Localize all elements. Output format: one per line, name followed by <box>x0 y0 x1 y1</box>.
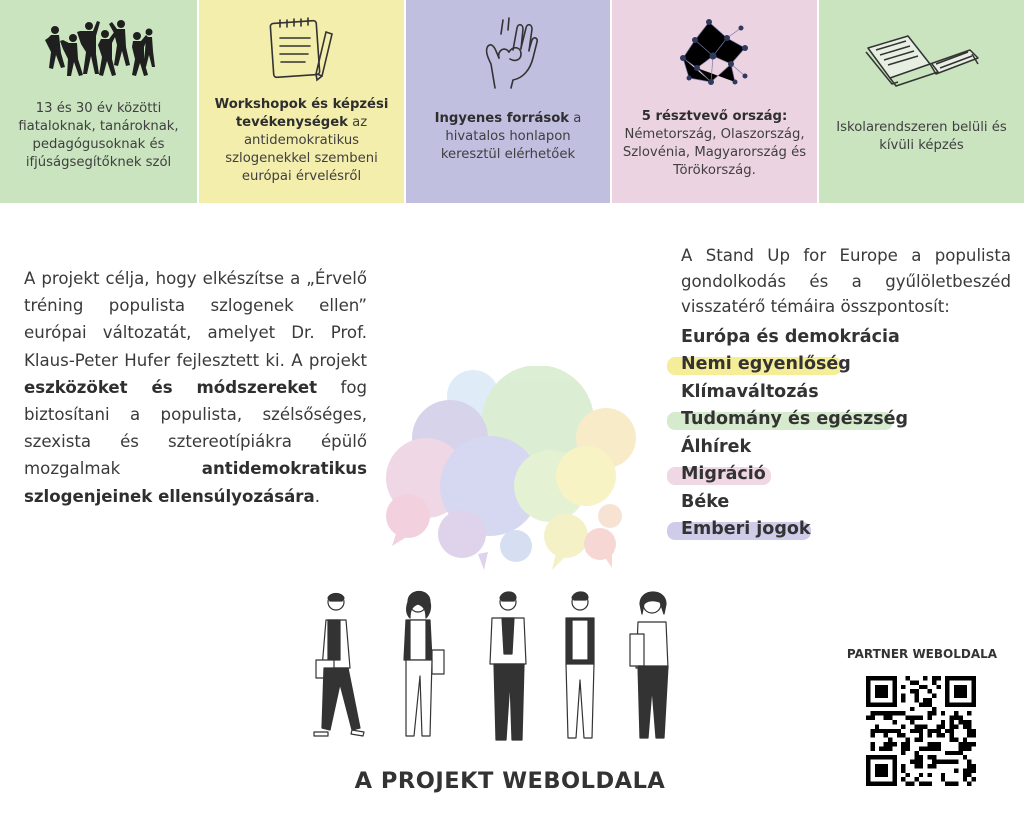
panel-workshops-rest: az antidemokratikus szlogenekkel szembeni európai érvelésről <box>225 115 378 184</box>
topic-label: Álhírek <box>681 436 752 457</box>
qr-code-icon[interactable] <box>866 676 976 786</box>
panel-audience <box>0 0 197 203</box>
topic-label: Emberi jogok <box>681 519 811 539</box>
panel-workshops-bold: Workshopok és képzési tevékenységek <box>214 97 389 130</box>
topic-item <box>681 406 1011 434</box>
goal-text-2: fog biztosítani a populista, szélsőséges, szexista és sztereotípiákra épülő mozgalmak <box>24 377 367 479</box>
person-4 <box>566 592 594 738</box>
goal-text-3: . <box>314 486 320 506</box>
topics-section <box>681 243 1011 544</box>
network-icon <box>675 16 755 92</box>
topic-item <box>681 461 1011 489</box>
panel-countries-bold: 5 résztvevő ország: <box>641 109 788 124</box>
person-2 <box>404 592 444 737</box>
panel-countries <box>610 0 817 203</box>
panel-resources <box>404 0 610 203</box>
partner-website-label: PARTNER WEBOLDALA <box>846 647 998 661</box>
panel-workshops <box>197 0 404 203</box>
topic-label: Európa és demokrácia <box>681 326 900 347</box>
topic-item <box>681 324 1011 352</box>
project-website-label: A PROJEKT WEBOLDALA <box>354 768 666 794</box>
panel-workshops-text <box>207 96 396 186</box>
ok-hand-icon <box>473 12 543 92</box>
goal-bold-slogans: antidemokratikus szlogenjeinek ellensúlyozására <box>24 459 367 506</box>
jumping-crowd-icon <box>43 16 155 88</box>
topic-item <box>681 434 1011 462</box>
topic-label: Béke <box>681 491 730 512</box>
goal-bold-tools: eszközöket és módszereket <box>24 377 318 397</box>
top-info-strip <box>0 0 1024 203</box>
topics-intro: A Stand Up for Europe a populista gondolkodás és a gyűlöletbeszéd visszatérő témáira összpontosít: <box>681 246 1011 316</box>
topic-item <box>681 489 1011 517</box>
walking-people-illustration <box>296 590 696 755</box>
project-goal-paragraph <box>24 265 367 510</box>
topic-item <box>681 379 1011 407</box>
topics-list <box>681 324 1011 544</box>
goal-text-1: A projekt célja, hogy elkészítse a „Érvelő tréning populista szlogenek ellen” európai változatát, amelyet Dr. Prof. Klaus-Peter Hufer fejlesztett ki. A projekt <box>24 269 367 370</box>
panel-resources-text <box>414 110 602 164</box>
person-3 <box>490 592 526 740</box>
topic-label: Nemi egyenlőség <box>681 354 851 374</box>
person-5 <box>630 592 668 738</box>
topic-label: Tudomány és egészség <box>681 409 909 429</box>
notepad-pencil-icon <box>262 14 342 84</box>
topic-label: Klímaváltozás <box>681 381 819 402</box>
topic-label: Migráció <box>681 464 766 484</box>
topic-item <box>681 516 1011 544</box>
panel-education-text: Iskolarendszeren belüli és kívüli képzés <box>836 120 1007 153</box>
speech-bubbles-illustration <box>378 366 648 576</box>
panel-education <box>817 0 1024 203</box>
topic-item <box>681 351 1011 379</box>
panel-resources-rest: a hivatalos honlapon keresztül elérhetőek <box>440 111 582 162</box>
panel-countries-rest: Németország, Olaszország, Szlovénia, Magyarország és Törökország. <box>622 127 807 178</box>
panel-countries-text <box>620 108 809 180</box>
open-book-icon <box>860 26 984 98</box>
panel-audience-text: 13 és 30 év közötti fiataloknak, tanároknak, pedagógusoknak és ifjúságsegítőknek szól <box>18 101 179 170</box>
panel-resources-bold: Ingyenes források <box>434 111 570 126</box>
person-1 <box>314 594 364 737</box>
